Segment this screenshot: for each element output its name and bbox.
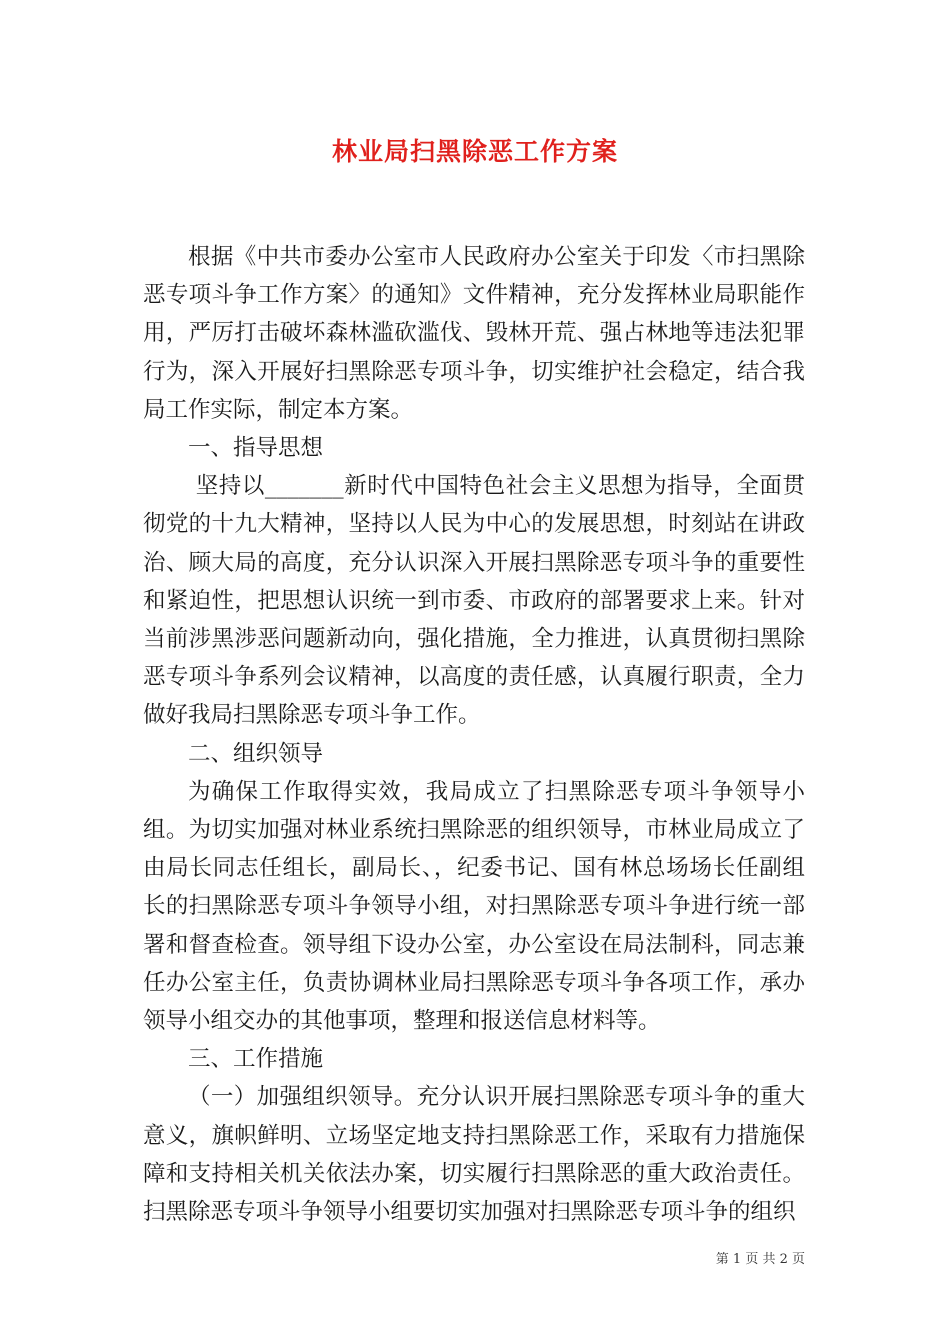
document-body — [143, 238, 805, 1231]
section-heading-measures: 三、工作措施 — [188, 1046, 324, 1073]
measures-paragraph: （一）加强组织领导。充分认识开展扫黑除恶专项斗争的重大意义，旗帜鲜明、立场坚定地支持扫黑除恶工作，采取有力措施保障和支持相关机关依法办案，切实履行扫黑除恶的重大政治责任。扫黑除恶专项斗争领导小组要切实加强对扫黑除恶专项斗争的组织 — [143, 1084, 805, 1226]
section-heading-guiding-thought: 一、指导思想 — [188, 435, 324, 462]
section-heading-organization: 二、组织领导 — [188, 740, 324, 767]
guiding-thought-paragraph: 坚持以_______新时代中国特色社会主义思想为指导，全面贯彻党的十九大精神，坚持以人民为中心的发展思想，时刻站在讲政治、顾大局的高度，充分认识深入开展扫黑除恶专项斗争的重要性和紧迫性，把思想认识统一到市委、市政府的部署要求上来。针对当前涉黑涉恶问题新动向，强化措施，全力推进，认真贯彻扫黑除恶专项斗争系列会议精神，以高度的责任感，认真履行职责，全力做好我局扫黑除恶专项斗争工作。 — [143, 473, 805, 729]
document-title: 林业局扫黑除恶工作方案 — [331, 137, 618, 166]
organization-paragraph: 为确保工作取得实效，我局成立了扫黑除恶专项斗争领导小组。为切实加强对林业系统扫黑除恶的组织领导，市林业局成立了由局长同志任组长，副局长、，纪委书记、国有林总场场长任副组长的扫黑除恶专项斗争领导小组，对扫黑除恶专项斗争进行统一部署和督查检查。领导组下设办公室，办公室设在局法制科，同志兼任办公室主任，负责协调林业局扫黑除恶专项斗争各项工作，承办领导小组交办的其他事项，整理和报送信息材料等。 — [143, 778, 805, 1035]
intro-paragraph: 根据《中共市委办公室市人民政府办公室关于印发〈市扫黑除恶专项斗争工作方案〉的通知》文件精神，充分发挥林业局职能作用，严厉打击破坏森林滥砍滥伐、毁林开荒、强占林地等违法犯罪行为，深入开展好扫黑除恶专项斗争，切实维护社会稳定，结合我局工作实际，制定本方案。 — [143, 244, 805, 423]
page-footer: 第 1 页 共 2 页 — [715, 1252, 805, 1267]
